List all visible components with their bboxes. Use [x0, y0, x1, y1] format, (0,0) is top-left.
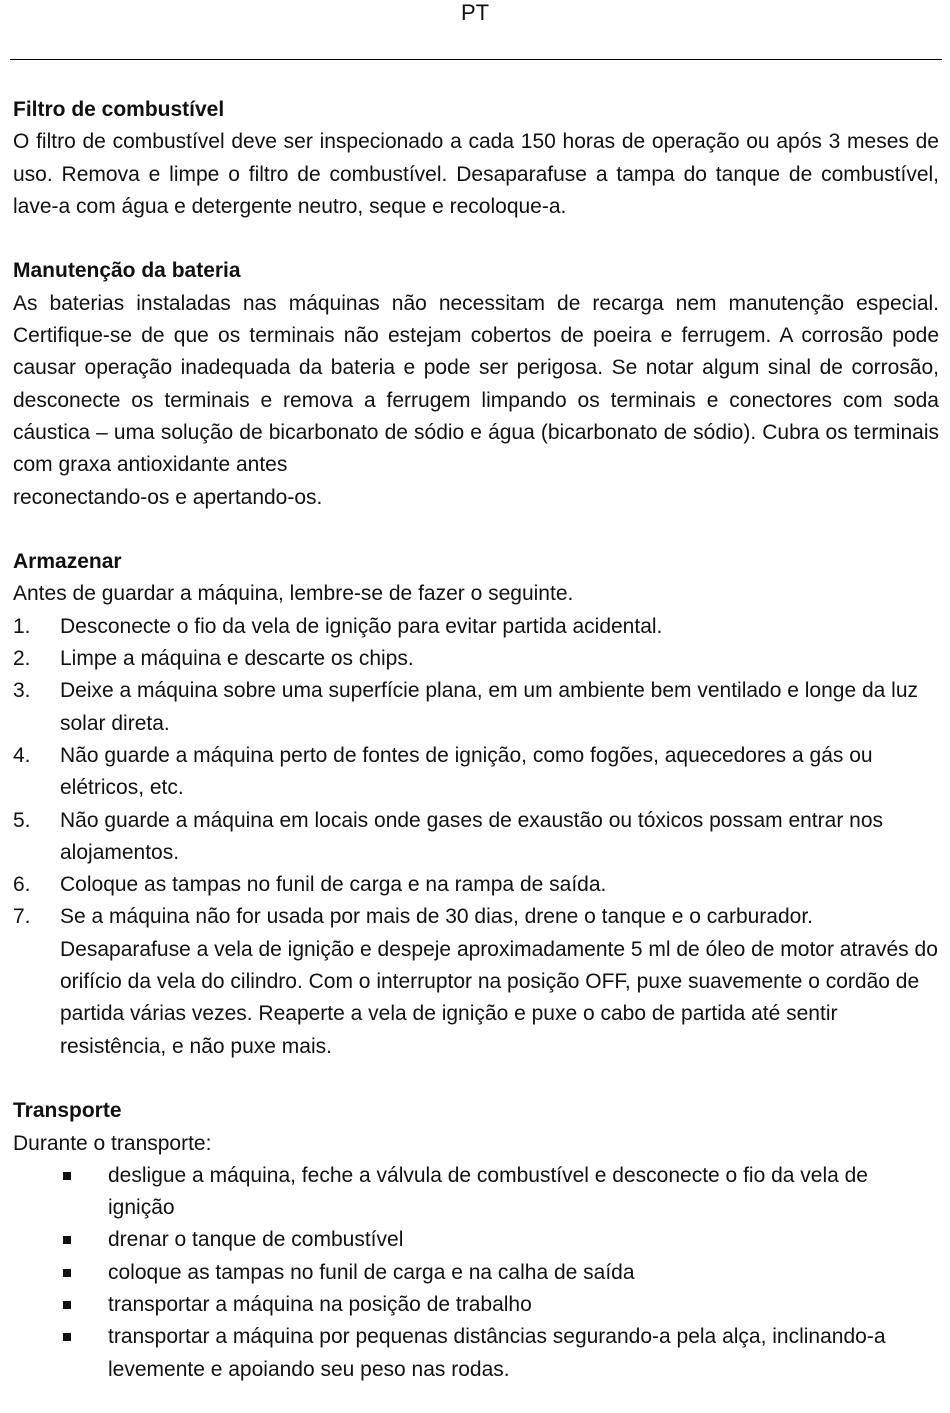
square-bullet-icon	[63, 1333, 71, 1341]
bullet-text: drenar o tanque de combustível	[108, 1228, 404, 1252]
list-item	[13, 1160, 939, 1225]
list-item	[13, 643, 939, 675]
square-bullet-icon	[63, 1301, 71, 1309]
step-text: Não guarde a máquina em locais onde gases de exaustão ou tóxicos possam entrar nos alojamentos.	[60, 808, 883, 864]
bullet-text: coloque as tampas no funil de carga e na calha de saída	[108, 1260, 635, 1284]
step-text: Coloque as tampas no funil de carga e na rampa de saída.	[60, 873, 607, 897]
step-text: Não guarde a máquina perto de fontes de ignição, como fogões, aquecedores a gás ou elétricos, etc.	[60, 743, 873, 800]
square-bullet-icon	[63, 1269, 71, 1277]
step-number: 2.	[13, 647, 31, 671]
storage-heading: Armazenar	[13, 550, 122, 574]
spacer	[13, 223, 939, 255]
step-text: Limpe a máquina e descarte os chips.	[60, 647, 414, 671]
transport-bullet-list	[13, 1160, 939, 1386]
battery-paragraph: As baterias instaladas nas máquinas não necessitam de recarga nem manutenção especial. Certifique-se de que os terminais não estejam cobertos de poeira e ferrugem. A corrosão pode causar operação inadequada da bateria e pode ser perigosa. Se notar algum sinal de corrosão, desconecte os terminais e remova a ferrugem limpando os terminais e conectores com soda cáustica – uma solução de bicarbonato de sódio e água (bicarbonato de sódio). Cubra os terminais com graxa antioxidante antes	[13, 291, 939, 477]
square-bullet-icon	[63, 1172, 71, 1180]
bullet-text: transportar a máquina por pequenas distâncias segurando-a pela alça, inclinando-a levemente e apoiando seu peso nas rodas.	[108, 1325, 886, 1381]
document-body	[13, 94, 939, 1386]
list-item	[13, 805, 939, 870]
step-number: 6.	[13, 873, 31, 897]
battery-paragraph-end: reconectando-os e apertando-os.	[13, 485, 323, 509]
list-item	[13, 869, 939, 901]
list-item	[13, 1257, 939, 1289]
step-text: Desconecte o fio da vela de ignição para evitar partida acidental.	[60, 614, 663, 638]
bullet-text: desligue a máquina, feche a válvula de combustível e desconecte o fio da vela de ignição	[108, 1163, 868, 1220]
step-number: 4.	[13, 743, 31, 767]
step-number: 3.	[13, 679, 31, 703]
step-text: Deixe a máquina sobre uma superfície plana, em um ambiente bem ventilado e longe da luz solar direta.	[60, 679, 918, 735]
transport-intro: Durante o transporte:	[13, 1131, 212, 1155]
list-item	[13, 740, 939, 805]
list-item	[13, 901, 939, 1062]
list-item	[13, 1289, 939, 1321]
fuel-filter-paragraph: O filtro de combustível deve ser inspecionado a cada 150 horas de operação ou após 3 meses de uso. Remova e limpe o filtro de combustível. Desaparafuse a tampa do tanque de combustível, lave-a com água e detergente neutro, seque e recoloque-a.	[13, 130, 939, 218]
transport-heading: Transporte	[13, 1099, 122, 1123]
spacer	[13, 1063, 939, 1095]
bullet-text: transportar a máquina na posição de trabalho	[108, 1292, 532, 1316]
spacer	[13, 514, 939, 546]
page-header-lang: PT	[460, 0, 490, 25]
list-item	[13, 1224, 939, 1256]
list-item	[13, 1321, 939, 1386]
battery-heading: Manutenção da bateria	[13, 259, 241, 283]
step-text: Se a máquina não for usada por mais de 30 dias, drene o tanque e o carburador. Desaparafuse a vela de ignição e despeje aproximadamente 5 ml de óleo de motor através do orifício da vela do cilindro. Com o interruptor na posição OFF, puxe suavemente o cordão de partida várias vezes. Reaperte a vela de ignição e puxe o cabo de partida até sentir resistência, e não puxe mais.	[60, 905, 938, 1058]
storage-steps-list	[13, 611, 939, 1063]
fuel-filter-heading: Filtro de combustível	[13, 98, 225, 121]
square-bullet-icon	[63, 1236, 71, 1244]
storage-intro: Antes de guardar a máquina, lembre-se de fazer o seguinte.	[13, 582, 574, 606]
step-number: 1.	[13, 614, 31, 638]
step-number: 5.	[13, 808, 31, 832]
list-item	[13, 675, 939, 740]
list-item	[13, 611, 939, 643]
header-divider	[10, 59, 942, 60]
step-number: 7.	[13, 905, 31, 929]
